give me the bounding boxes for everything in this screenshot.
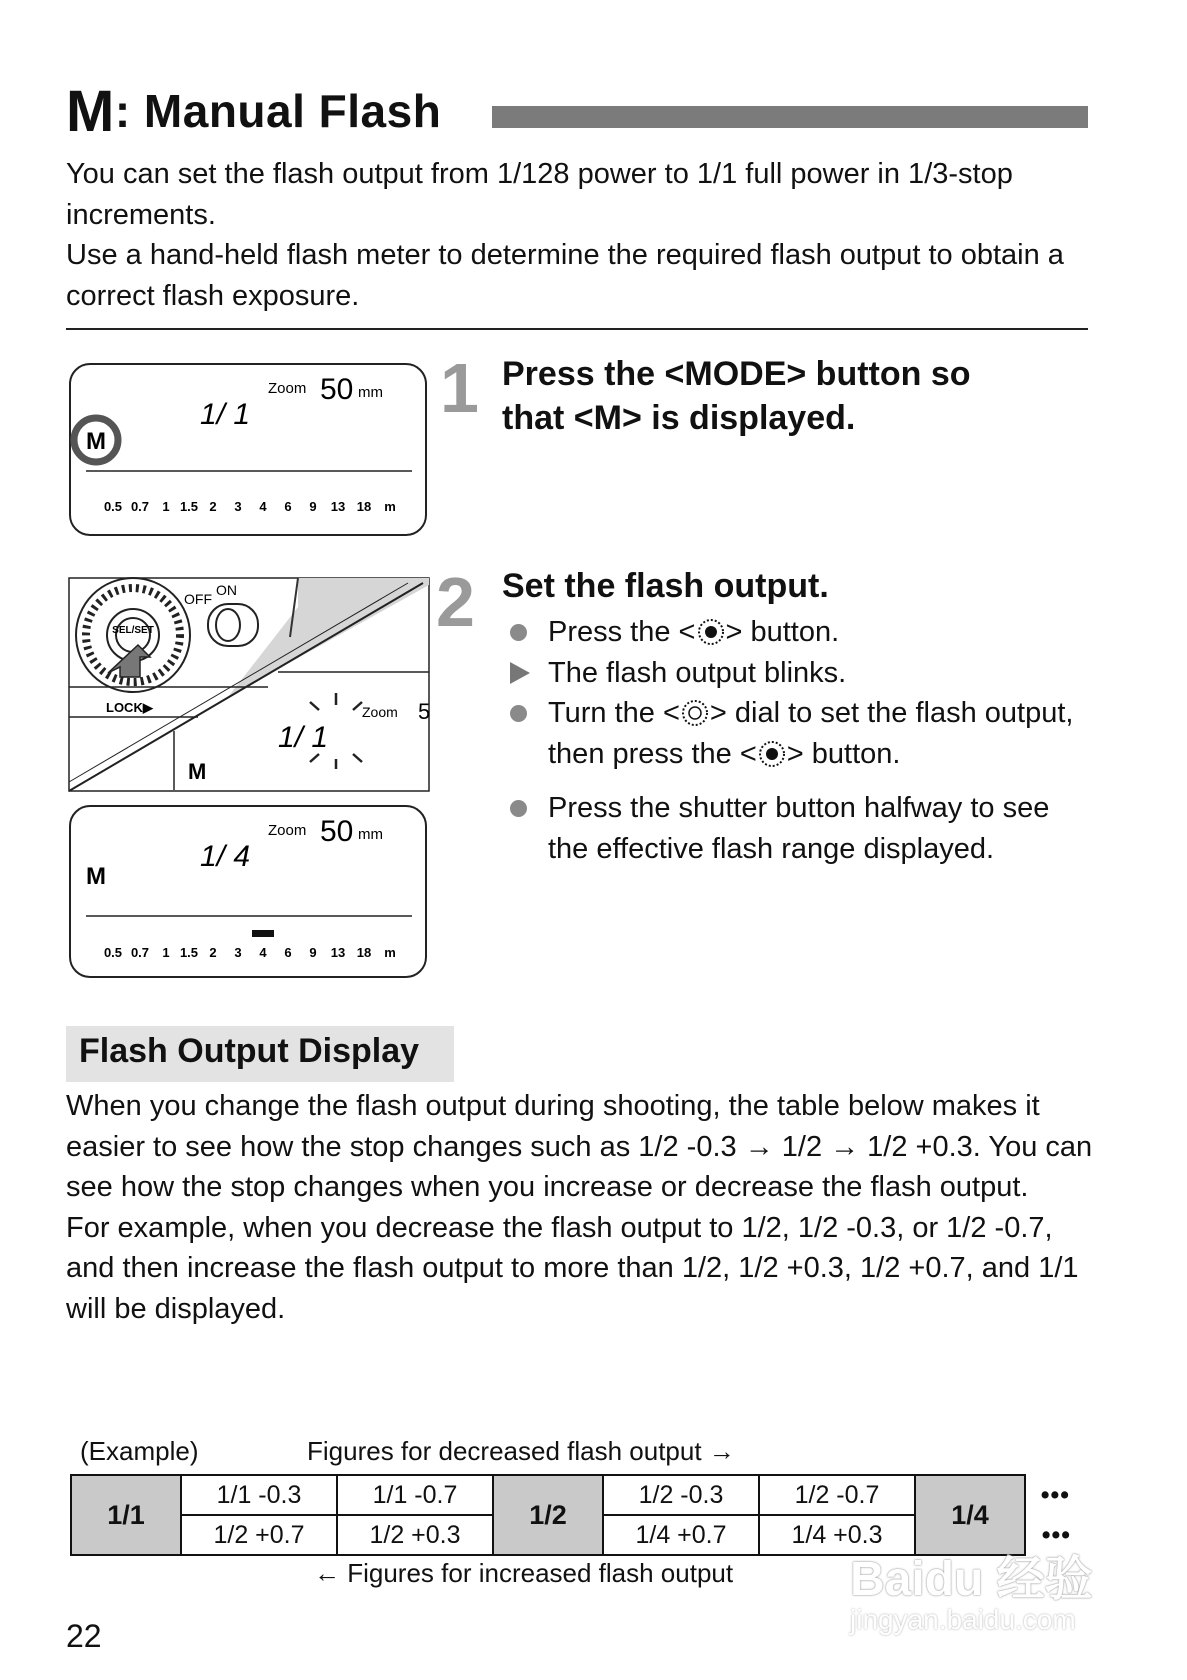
table-cell: 1/4 +0.3: [759, 1515, 915, 1555]
section-heading: Flash Output Display: [66, 1026, 454, 1082]
svg-text:m: m: [384, 945, 396, 960]
page-number: 22: [66, 1618, 102, 1654]
lcd1-zoom-label: Zoom: [268, 380, 307, 397]
bullet-circle-icon: [510, 624, 527, 641]
decreased-label: Figures for decreased flash output →: [307, 1436, 735, 1466]
lcd3-zoom-label: Zoom: [268, 822, 307, 839]
svg-text:1.5: 1.5: [179, 499, 199, 514]
panel2-mode: M: [188, 759, 207, 784]
panel2-zoom-value: 5: [418, 699, 430, 724]
table-cell: 1/2 +0.7: [181, 1515, 337, 1555]
table-cell: 1/1 -0.7: [337, 1475, 493, 1515]
svg-text:18: 18: [356, 945, 372, 960]
table-cell: 1/2 -0.3: [603, 1475, 759, 1515]
svg-text:2: 2: [209, 499, 217, 514]
example-label: (Example): [80, 1436, 199, 1466]
set-button-icon: [757, 739, 787, 769]
list-item: The flash output blinks.: [508, 653, 1088, 694]
lcd1-mode: M: [86, 428, 106, 455]
step-1-number: 1: [440, 349, 479, 427]
svg-text:9: 9: [309, 945, 317, 960]
watermark-logo: Baidu 经验: [850, 1553, 1093, 1606]
step-2-bullets: [508, 612, 1088, 869]
list-item: Press the < > button.: [508, 612, 1088, 653]
list-item: Press the shutter button halfway to see the effective flash range displayed.: [508, 788, 1088, 869]
svg-text:13: 13: [330, 499, 346, 514]
bullet-circle-icon: [510, 705, 527, 722]
table-row: [71, 1475, 1071, 1515]
title-bar-decoration: [492, 106, 1088, 128]
lcd1-zoom-value: 50: [320, 373, 354, 406]
lcd3-output: 1/ 4: [200, 840, 251, 873]
table-cell: 1/1 -0.3: [181, 1475, 337, 1515]
svg-text:4: 4: [259, 499, 267, 514]
table-cell: 1/2 -0.7: [759, 1475, 915, 1515]
svg-text:m: m: [384, 499, 396, 514]
flash-control-panel: [68, 577, 430, 792]
watermark-url: jingyan.baidu.com: [850, 1604, 1076, 1635]
lcd3-zoom-value: 50: [320, 815, 354, 848]
svg-text:0.5: 0.5: [103, 945, 123, 960]
svg-text:3: 3: [234, 945, 242, 960]
set-button-icon: [696, 617, 726, 647]
panel2-zoom-label: Zoom: [362, 704, 398, 720]
range-indicator-bar: [252, 930, 274, 937]
svg-text:1.5: 1.5: [179, 945, 199, 960]
svg-text:0.7: 0.7: [130, 945, 150, 960]
off-label: OFF: [184, 591, 212, 607]
svg-text:2: 2: [209, 945, 217, 960]
svg-text:6: 6: [284, 945, 292, 960]
lcd-panel-1: [68, 362, 428, 537]
section-paragraph-2: For example, when you decrease the flash output to 1/2, 1/2 -0.3, or 1/2 -0.7, and then increase the flash output to more than 1/2, 1/2 +0.3, 1/2 +0.7, and 1/1 will be displayed.: [66, 1211, 1079, 1325]
lcd1-output: 1/ 1: [200, 398, 251, 431]
svg-text:3: 3: [234, 499, 242, 514]
svg-text:1: 1: [162, 499, 170, 514]
step-2-number: 2: [436, 563, 475, 641]
step-2-heading: Set the flash output.: [502, 567, 829, 605]
lcd3-zoom-unit: mm: [358, 826, 383, 843]
list-item: Turn the < > dial to set the flash output, then press the < > button.: [508, 693, 1088, 774]
lock-label: LOCK▶: [106, 700, 153, 715]
intro-text: [66, 154, 1096, 316]
step-1-heading: Press the <MODE> button so that <M> is displayed.: [502, 355, 971, 437]
table-cell: 1/4 +0.7: [603, 1515, 759, 1555]
svg-text:6: 6: [284, 499, 292, 514]
mode-m-glyph: M: [66, 79, 115, 144]
svg-text:1: 1: [162, 945, 170, 960]
table-cell: 1/2 +0.3: [337, 1515, 493, 1555]
svg-text:0.7: 0.7: [130, 499, 150, 514]
lcd1-zoom-unit: mm: [358, 384, 383, 401]
table-ellipsis: •••: [1040, 1480, 1070, 1509]
section-paragraph-1: When you change the flash output during shooting, the table below makes it easier to see how the stop changes such as 1/2 -0.3 → 1/2 → 1/2 +0.3. You can see how the stop changes when you increase or decrease the flash output.: [66, 1090, 1093, 1203]
svg-text:18: 18: [356, 499, 372, 514]
table-cell-big: 1/1: [71, 1475, 181, 1555]
title-text: : Manual Flash: [114, 85, 442, 137]
table-cell-big: 1/2: [493, 1475, 603, 1555]
table-ellipsis: •••: [1041, 1520, 1071, 1549]
intro-paragraph-2: Use a hand-held flash meter to determine the required flash output to obtain a correct flash exposure.: [66, 239, 1064, 312]
lcd3-mode: M: [86, 863, 106, 890]
table-cell-big: 1/4: [915, 1475, 1025, 1555]
bullet-circle-icon: [510, 800, 527, 817]
lcd-panel-3: [68, 804, 428, 979]
intro-paragraph-1: You can set the flash output from 1/128 power to 1/1 full power in 1/3-stop increments.: [66, 158, 1013, 231]
sel-set-label: SEL/SET: [112, 625, 154, 636]
on-label: ON: [216, 582, 237, 598]
svg-text:0.5: 0.5: [103, 499, 123, 514]
divider: [66, 328, 1088, 330]
svg-text:13: 13: [330, 945, 346, 960]
section-body: [66, 1086, 1096, 1329]
bullet-triangle-icon: [510, 662, 530, 684]
dial-icon: [680, 698, 710, 728]
page-title: [66, 78, 441, 145]
svg-text:4: 4: [259, 945, 267, 960]
panel2-output: 1/ 1: [278, 721, 329, 754]
svg-text:9: 9: [309, 499, 317, 514]
increased-label: ← Figures for increased flash output: [314, 1558, 734, 1588]
